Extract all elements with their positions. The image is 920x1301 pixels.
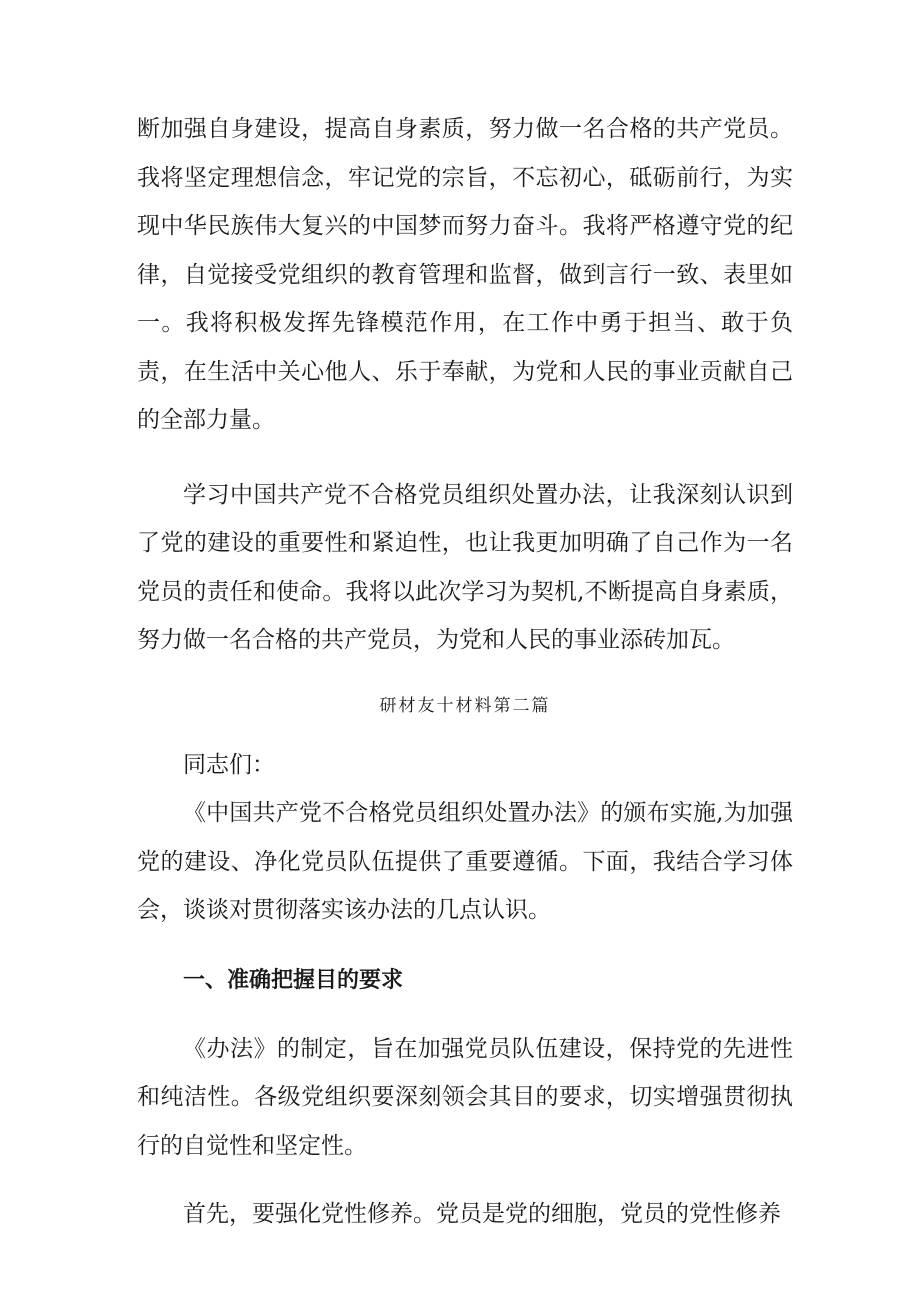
document-page bbox=[137, 105, 793, 1239]
body-paragraph-1: 《办法》的制定，旨在加强党员队伍建设，保持党的先进性和纯洁性。各级党组织要深刻领会其目的要求，切实增强贯彻执行的自觉性和坚定性。 bbox=[137, 1035, 793, 1159]
body-paragraph-summary: 学习中国共产党不合格党员组织处置办法，让我深刻认识到了党的建设的重要性和紧迫性，也让我更加明确了自己作为一名党员的责任和使命。我将以此次学习为契机,不断提高自身素质，努力做一名合格的共产党员，为党和人民的事业添砖加瓦。 bbox=[137, 481, 793, 653]
body-paragraph-2: 首先，要强化党性修养。党员是党的细胞，党员的党性修养 bbox=[183, 1201, 781, 1227]
greeting: 同志们： bbox=[183, 751, 275, 778]
section-heading-1: 一、准确把握目的要求 bbox=[183, 967, 404, 993]
intro-paragraph: 《中国共产党不合格党员组织处置办法》的颁布实施,为加强党的建设、净化党员队伍提供了重要遵循。下面，我结合学习体会，谈谈对贯彻落实该办法的几点认识。 bbox=[137, 800, 793, 923]
section-title: 研材友十材料第二篇 bbox=[379, 695, 551, 716]
body-paragraph-continued: 断加强自身建设，提高自身素质，努力做一名合格的共产党员。我将坚定理想信念，牢记党的宗旨，不忘初心，砥砺前行，为实现中华民族伟大复兴的中国梦而努力奋斗。我将严格遵守党的纪律，自觉接受党组织的教育管理和监督，做到言行一致、表里如一。我将积极发挥先锋模范作用，在工作中勇于担当、敢于负责，在生活中关心他人、乐于奉献，为党和人民的事业贡献自己的全部力量。 bbox=[137, 116, 793, 433]
